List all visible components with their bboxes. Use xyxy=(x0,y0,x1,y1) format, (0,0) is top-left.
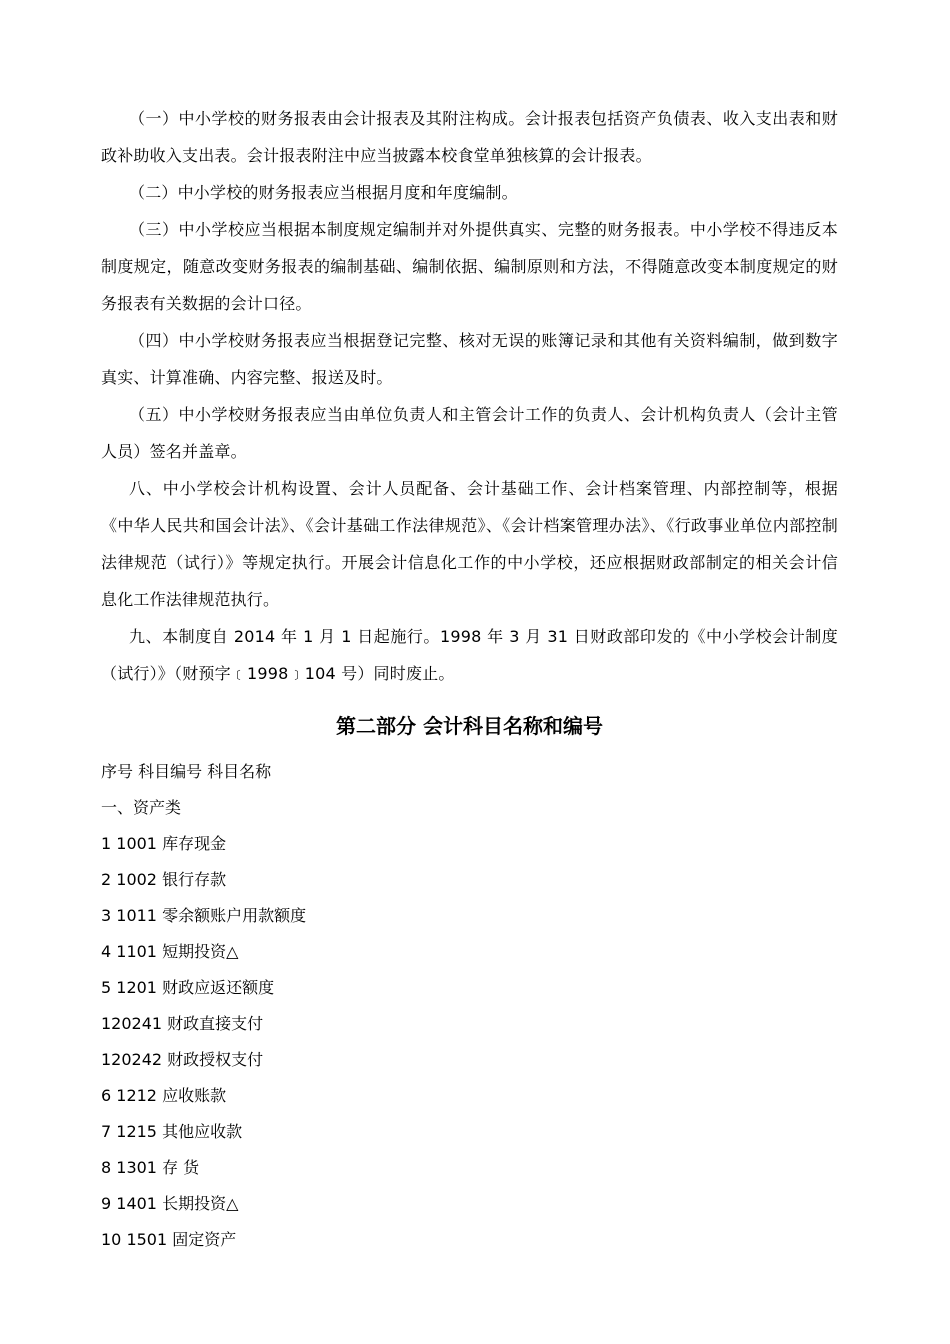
list-item: 120241 财政直接支付 xyxy=(101,1014,264,1033)
document-page xyxy=(101,100,838,1258)
paragraph-9: 九、本制度自 2014 年 1 月 1 日起施行。1998 年 3 月 31 日财政部印发的《中小学校会计制度（试行）》（财预字﹝1998﹞104 号）同时废止。 xyxy=(101,627,838,683)
list-header: 序号 科目编号 科目名称 xyxy=(101,762,272,781)
list-item: 120242 财政授权支付 xyxy=(101,1050,264,1069)
list-item: 2 1002 银行存款 xyxy=(101,870,227,889)
paragraph-4: （四）中小学校财务报表应当根据登记完整、核对无误的账簿记录和其他有关资料编制，做到数字真实、计算准确、内容完整、报送及时。 xyxy=(101,331,838,387)
paragraph-3: （三）中小学校应当根据本制度规定编制并对外提供真实、完整的财务报表。中小学校不得违反本制度规定，随意改变财务报表的编制基础、编制依据、编制原则和方法，不得随意改变本制度规定的财务报表有关数据的会计口径。 xyxy=(101,220,838,313)
section-title: 第二部分 会计科目名称和编号 xyxy=(336,714,603,738)
list-item: 1 1001 库存现金 xyxy=(101,834,227,853)
list-item: 10 1501 固定资产 xyxy=(101,1230,237,1249)
list-item: 6 1212 应收账款 xyxy=(101,1086,227,1105)
list-category: 一、资产类 xyxy=(101,798,182,817)
list-item: 9 1401 长期投资△ xyxy=(101,1194,239,1213)
list-item: 5 1201 财政应返还额度 xyxy=(101,978,275,997)
list-item: 3 1011 零余额账户用款额度 xyxy=(101,906,307,925)
list-item: 7 1215 其他应收款 xyxy=(101,1122,243,1141)
account-list xyxy=(101,754,838,1258)
paragraph-5: （五）中小学校财务报表应当由单位负责人和主管会计工作的负责人、会计机构负责人（会计主管人员）签名并盖章。 xyxy=(101,405,838,461)
paragraph-1: （一）中小学校的财务报表由会计报表及其附注构成。会计报表包括资产负债表、收入支出表和财政补助收入支出表。会计报表附注中应当披露本校食堂单独核算的会计报表。 xyxy=(101,109,838,165)
list-item: 8 1301 存 货 xyxy=(101,1158,200,1177)
paragraph-8: 八、中小学校会计机构设置、会计人员配备、会计基础工作、会计档案管理、内部控制等，根据《中华人民共和国会计法》、《会计基础工作法律规范》、《会计档案管理办法》、《行政事业单位内部控制法律规范（试行）》等规定执行。开展会计信息化工作的中小学校，还应根据财政部制定的相关会计信息化工作法律规范执行。 xyxy=(101,479,838,609)
list-item: 4 1101 短期投资△ xyxy=(101,942,239,961)
paragraph-2: （二）中小学校的财务报表应当根据月度和年度编制。 xyxy=(129,183,518,202)
